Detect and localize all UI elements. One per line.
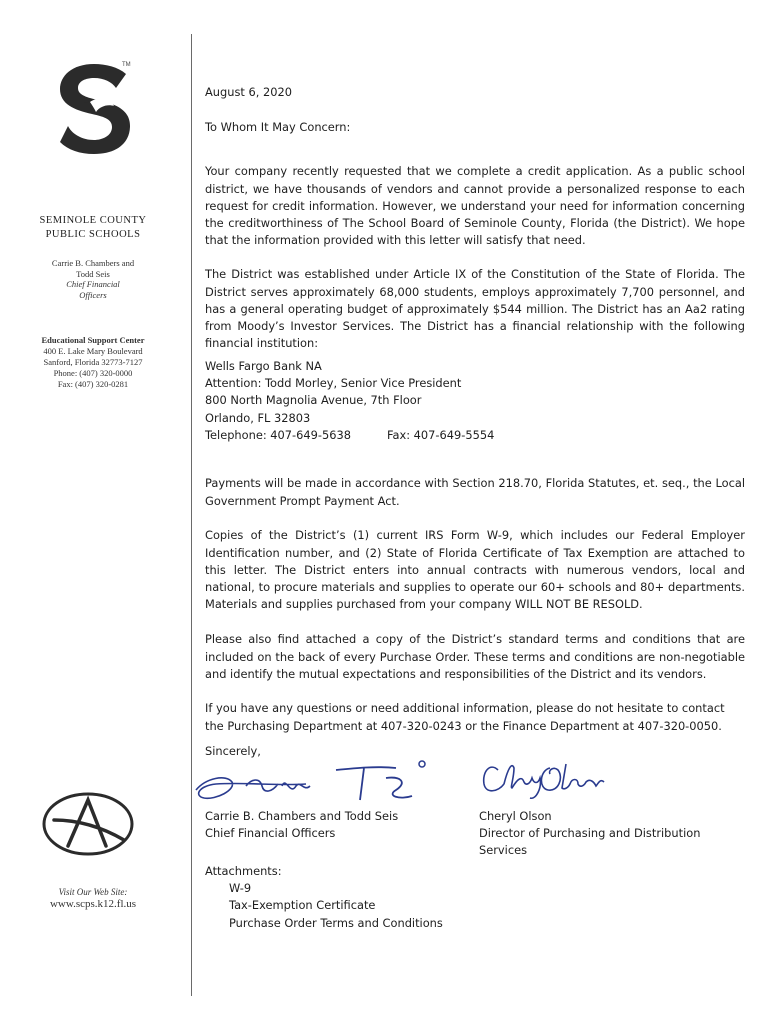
bank-phone: Telephone: 407-649-5638: [205, 427, 351, 442]
seminole-logo-icon: [50, 56, 140, 156]
paragraph-contact: If you have any questions or need additional information, please do not hesitate to contact the Purchasing Department at 407-320-0243 or the Finance Department at 407-320-0050.: [205, 701, 725, 733]
center-fax: Fax: (407) 320-0281: [57, 379, 129, 389]
director-name: Cheryl Olson: [479, 809, 552, 823]
officers-block: [0, 258, 186, 300]
letterhead-sidebar: [0, 0, 191, 1024]
paragraph-payments: Payments will be made in accordance with Section 218.70, Florida Statutes, et. seq., the Local Government Prompt Payment Act.: [205, 476, 745, 508]
officer-line1: Carrie B. Chambers and: [51, 258, 135, 268]
paragraph-credit-request: Your company recently requested that we complete a credit application. As a public school district, we have thousands of vendors and cannot provide a personalized response to each request for credit information. However, we understand your need for information concerning the creditworthiness of The School Board of Seminole County, Florida (the District). We hope that the information provided with this letter will satisfy that need.: [205, 164, 745, 248]
letter-greeting: To Whom It May Concern:: [205, 120, 351, 134]
bank-contact-line: [205, 427, 745, 444]
website-link[interactable]: www.scps.k12.fl.us: [49, 898, 137, 910]
director-signature-block: [479, 808, 719, 860]
cfo-signature-block: [205, 808, 398, 842]
bank-fax: Fax: 407-649-5554: [387, 427, 495, 442]
bank-name: Wells Fargo Bank NA: [205, 359, 322, 373]
center-name: Educational Support Center: [41, 335, 145, 345]
org-name-line1: SEMINOLE COUNTY: [39, 215, 147, 226]
letter-closing: Sincerely,: [205, 744, 261, 758]
attachments-label: Attachments:: [205, 864, 282, 878]
website-block: [0, 886, 186, 910]
director-signature-image: [478, 748, 608, 808]
center-address-line1: 400 E. Lake Mary Boulevard: [43, 346, 143, 356]
center-phone: Phone: (407) 320-0000: [53, 368, 133, 378]
a-grade-badge-icon: [40, 790, 136, 858]
center-address-line2: Sanford, Florida 32773-7127: [43, 357, 143, 367]
bank-attention: Attention: Todd Morley, Senior Vice President: [205, 376, 462, 391]
paragraph-terms: Please also find attached a copy of the District’s standard terms and conditions that are included on the back of every Purchase Order. These terms and conditions are non-negotiable and identify the mutual expectations and responsibilities of the District and its vendors.: [205, 632, 745, 681]
bank-address-line1: 800 North Magnolia Avenue, 7th Floor: [205, 393, 422, 408]
attachment-w9: W-9: [229, 881, 252, 896]
visit-label: Visit Our Web Site:: [58, 887, 128, 897]
paragraph-district-info: The District was established under Article IX of the Constitution of the State of Florida. The District serves approximately 68,000 students, employs approximately 7,700 personnel, and has a general operating budget of approximately $544 million. The District has an Aa2 rating from Moody’s Investor Services. The District has a financial relationship with the following financial institution:: [205, 267, 745, 351]
officer-title2: Officers: [79, 289, 107, 300]
director-title-line2: Services: [479, 843, 528, 858]
page-divider-line: [191, 34, 192, 996]
paragraph-tax-documents: Copies of the District’s (1) current IRS Form W-9, which includes our Federal Employer Identification number, and (2) State of Florida Certificate of Tax Exemption are attached to this letter. The District enters into annual contracts with numerous vendors, local and national, to procure materials and supplies to operate our 60+ schools and 80+ departments. Materials and supplies purchased from your company WILL NOT BE RESOLD.: [205, 528, 745, 612]
bank-address-block: [205, 358, 745, 444]
org-name-line2: PUBLIC SCHOOLS: [45, 229, 141, 240]
cfo-title: Chief Financial Officers: [205, 826, 336, 841]
support-center-block: [0, 335, 186, 390]
letter-date: August 6, 2020: [205, 85, 292, 99]
org-name: [0, 214, 186, 242]
cfo-names: Carrie B. Chambers and Todd Seis: [205, 809, 399, 823]
attachments-block: [205, 863, 443, 932]
cfo-signature-image: [186, 756, 431, 816]
director-title-line1: Director of Purchasing and Distribution: [479, 826, 701, 841]
attachment-po-terms: Purchase Order Terms and Conditions: [229, 915, 443, 930]
officer-line2: Todd Seis: [76, 268, 110, 279]
bank-address-line2: Orlando, FL 32803: [205, 410, 311, 425]
attachment-tax-exemption: Tax-Exemption Certificate: [229, 898, 376, 913]
officer-title1: Chief Financial: [66, 279, 120, 289]
trademark-mark: TM: [122, 62, 131, 68]
